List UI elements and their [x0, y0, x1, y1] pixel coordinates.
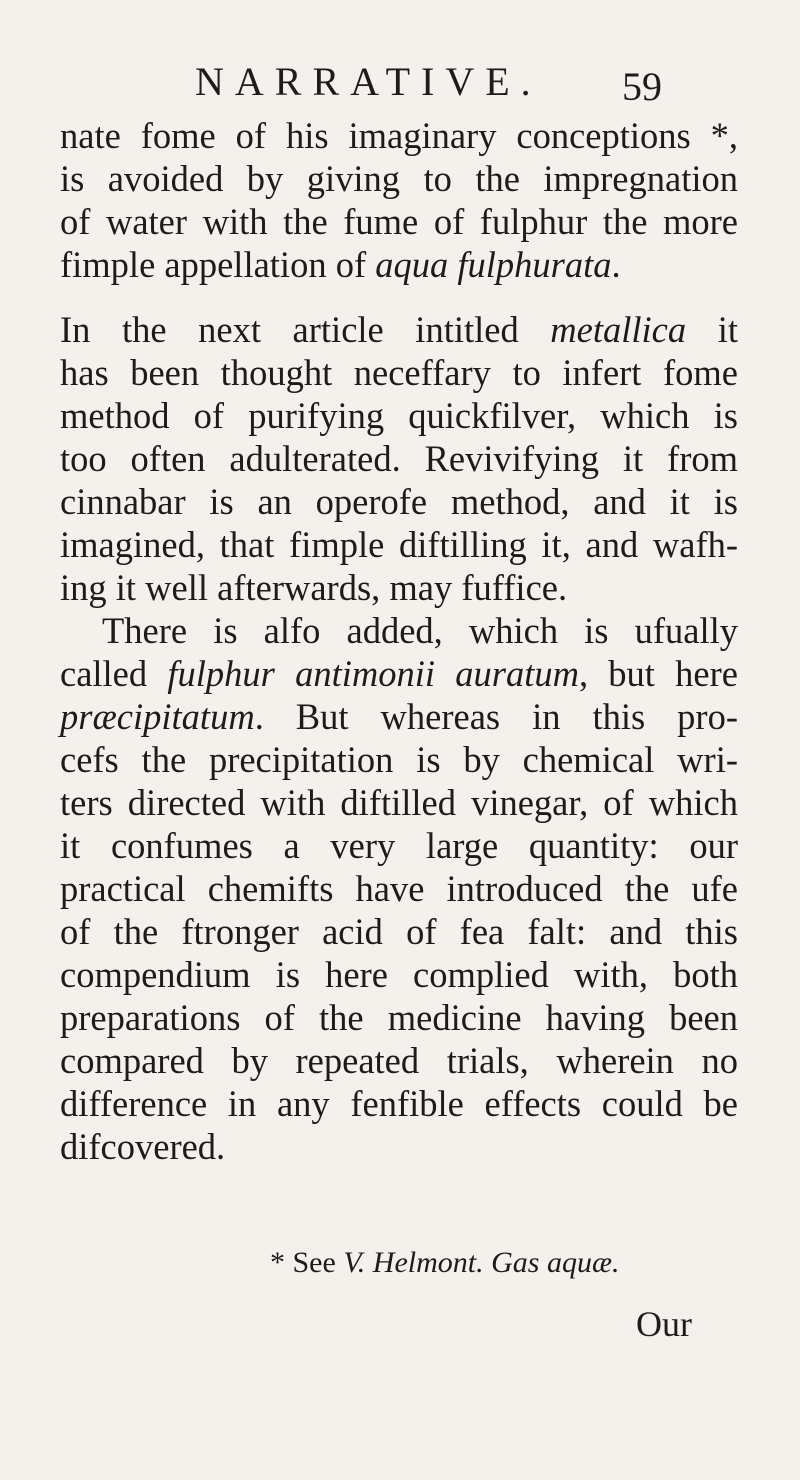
line-text: difference in any fenfible effects could be	[60, 1083, 738, 1124]
italic-term: aqua fulphurata	[375, 244, 612, 285]
text-line	[60, 653, 738, 694]
text-line	[60, 481, 738, 522]
line-text: ing it well afterwards, may fuffice.	[60, 567, 568, 608]
text-line	[60, 352, 738, 393]
text-line	[60, 997, 738, 1038]
line-text: of the ftronger acid of fea falt: and this	[60, 911, 738, 952]
text-line	[60, 201, 738, 242]
page-number: 59	[622, 64, 662, 109]
italic-term: fulphur antimonii auratum	[167, 653, 579, 694]
text-line	[60, 782, 738, 823]
line-text: it confumes a very large quantity: our	[60, 825, 738, 866]
line-text: is avoided by giving to the impregnation	[60, 158, 738, 199]
line-text-after: , but here	[578, 653, 738, 694]
line-text: cinnabar is an operofe method, and it is	[60, 481, 738, 522]
text-line	[60, 868, 738, 909]
line-text: method of purifying quickfilver, which is	[60, 395, 738, 436]
line-text: called	[60, 653, 168, 694]
text-line	[60, 309, 738, 350]
text-line	[60, 739, 738, 780]
footnote-work: Gas aquæ.	[491, 1246, 620, 1279]
text-line	[60, 1126, 738, 1167]
italic-term: præcipitatum	[60, 696, 255, 737]
text-line	[60, 825, 738, 866]
line-text: has been thought neceffary to infert fome	[60, 352, 738, 393]
text-line	[60, 395, 738, 436]
text-line	[60, 524, 738, 565]
text-line	[60, 115, 738, 156]
line-text: practical chemifts have introduced the ufe	[60, 868, 738, 909]
text-line	[60, 567, 738, 608]
text-line	[60, 244, 738, 285]
line-text: There is alfo added, which is ufually	[102, 610, 738, 651]
line-text: the next article intitled	[90, 309, 551, 350]
line-text: compendium is here complied with, both	[60, 954, 738, 995]
line-text: fimple appellation of	[60, 244, 376, 285]
line-text: of water with the fume of fulphur the more	[60, 201, 738, 242]
text-line	[102, 610, 738, 651]
line-text: difcovered.	[60, 1126, 226, 1167]
text-line	[60, 1040, 738, 1081]
italic-term: metallica	[550, 309, 687, 350]
text-line	[60, 1083, 738, 1124]
text-line	[60, 158, 738, 199]
line-text: cefs the precipitation is by chemical wri-	[60, 739, 738, 780]
footnote-marker: * See	[270, 1246, 336, 1279]
catchword: Our	[636, 1304, 692, 1344]
line-text: preparations of the medicine having been	[60, 997, 738, 1038]
footnote	[270, 1248, 619, 1278]
line-text: ters directed with diftilled vinegar, of which	[60, 782, 738, 823]
line-text: imagined, that fimple diftilling it, and wafh-	[60, 524, 738, 565]
line-text: compared by repeated trials, wherein no	[60, 1040, 738, 1081]
line-text-after: . But whereas in this pro-	[254, 696, 738, 737]
footnote-author: V. Helmont.	[343, 1246, 484, 1279]
text-line	[60, 438, 738, 479]
text-line	[60, 954, 738, 995]
paragraph-lead: In	[60, 309, 91, 350]
line-text-after: .	[611, 244, 621, 285]
line-text: too often adulterated. Revivifying it from	[60, 438, 738, 479]
running-title: NARRATIVE.	[195, 59, 542, 104]
line-text-after: it	[686, 309, 738, 350]
text-line	[60, 696, 738, 737]
text-line	[60, 911, 738, 952]
line-text: nate fome of his imaginary conceptions *,	[60, 115, 738, 156]
